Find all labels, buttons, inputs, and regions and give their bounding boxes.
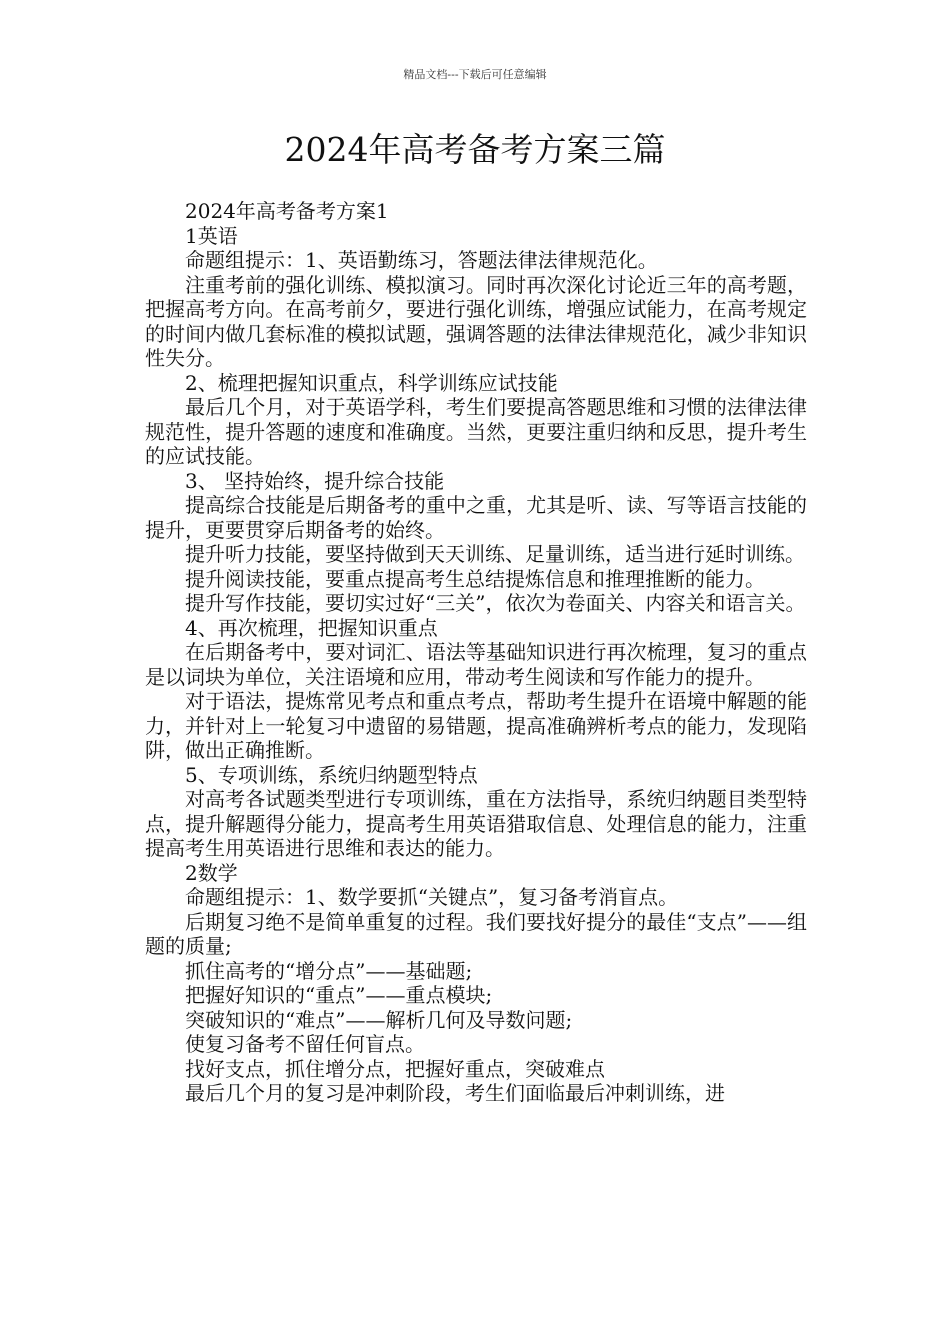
body-paragraph: 突破知识的“难点”——解析几何及导数问题; bbox=[185, 1007, 573, 1032]
english-tip-5: 5、专项训练，系统归纳题型特点 bbox=[185, 762, 478, 787]
body-paragraph: 提高综合技能是后期备考的重中之重，尤其是听、读、写等语言技能的提升，更要贯穿后期备考的始终。 bbox=[145, 493, 807, 542]
subject-heading-english: 1英语 bbox=[185, 223, 238, 248]
section-title-plan-1: 2024年高考备考方案1 bbox=[185, 199, 389, 223]
body-paragraph: 提升听力技能，要坚持做到天天训练、足量训练，适当进行延时训练。 bbox=[185, 542, 805, 566]
body-paragraph: 提升写作技能，要切实过好“三关”，依次为卷面关、内容关和语言关。 bbox=[185, 591, 806, 615]
body-paragraph: 注重考前的强化训练、模拟演习。同时再次深化讨论近三年的高考题，把握高考方向。在高考前夕，要进行强化训练，增强应试能力，在高考规定的时间内做几套标准的模拟试题，强调答题的法律法律规范化，减少非知识性失分。 bbox=[145, 272, 807, 370]
page-header-note: 精品文档---下载后可任意编辑 bbox=[403, 68, 547, 81]
english-tip-2: 2、梳理把握知识重点，科学训练应试技能 bbox=[185, 370, 558, 395]
body-paragraph: 后期复习绝不是简单重复的过程。我们要找好提分的最佳“支点”——组题的质量; bbox=[145, 909, 807, 958]
body-paragraph: 对高考各试题类型进行专项训练，重在方法指导，系统归纳题目类型特点，提升解题得分能力，提高考生用英语猎取信息、处理信息的能力，注重提高考生用英语进行思维和表达的能力。 bbox=[145, 787, 807, 860]
math-subheading: 找好支点，抓住增分点，把握好重点，突破难点 bbox=[185, 1056, 605, 1081]
body-paragraph: 在后期备考中，要对词汇、语法等基础知识进行再次梳理，复习的重点是以词块为单位，关注语境和应用，带动考生阅读和写作能力的提升。 bbox=[145, 640, 807, 689]
subject-heading-math: 2数学 bbox=[185, 860, 238, 885]
body-paragraph: 最后几个月，对于英语学科，考生们要提高答题思维和习惯的法律法律规范性，提升答题的速度和准确度。当然，更要注重归纳和反思，提升考生的应试技能。 bbox=[145, 395, 807, 468]
body-paragraph: 把握好知识的“重点”——重点模块; bbox=[185, 983, 493, 1007]
body-paragraph: 抓住高考的“增分点”——基础题; bbox=[185, 958, 473, 983]
document-body bbox=[145, 199, 807, 1106]
document-title: 2024年高考备考方案三篇 bbox=[284, 130, 666, 169]
english-tip-4: 4、再次梳理，把握知识重点 bbox=[185, 615, 438, 640]
body-paragraph: 使复习备考不留任何盲点。 bbox=[185, 1032, 425, 1056]
english-tip-1: 命题组提示：1、英语勤练习，答题法律法律规范化。 bbox=[185, 248, 658, 272]
body-paragraph: 最后几个月的复习是冲刺阶段，考生们面临最后冲刺训练，进 bbox=[185, 1081, 725, 1105]
english-tip-3: 3、 坚持始终，提升综合技能 bbox=[185, 468, 445, 493]
body-paragraph: 提升阅读技能，要重点提高考生总结提炼信息和推理推断的能力。 bbox=[185, 566, 765, 591]
body-paragraph: 对于语法，提炼常见考点和重点考点，帮助考生提升在语境中解题的能力，并针对上一轮复习中遗留的易错题，提高准确辨析考点的能力，发现陷阱，做出正确推断。 bbox=[145, 689, 807, 762]
math-tip-1: 命题组提示：1、数学要抓“关键点”，复习备考消盲点。 bbox=[185, 885, 679, 909]
